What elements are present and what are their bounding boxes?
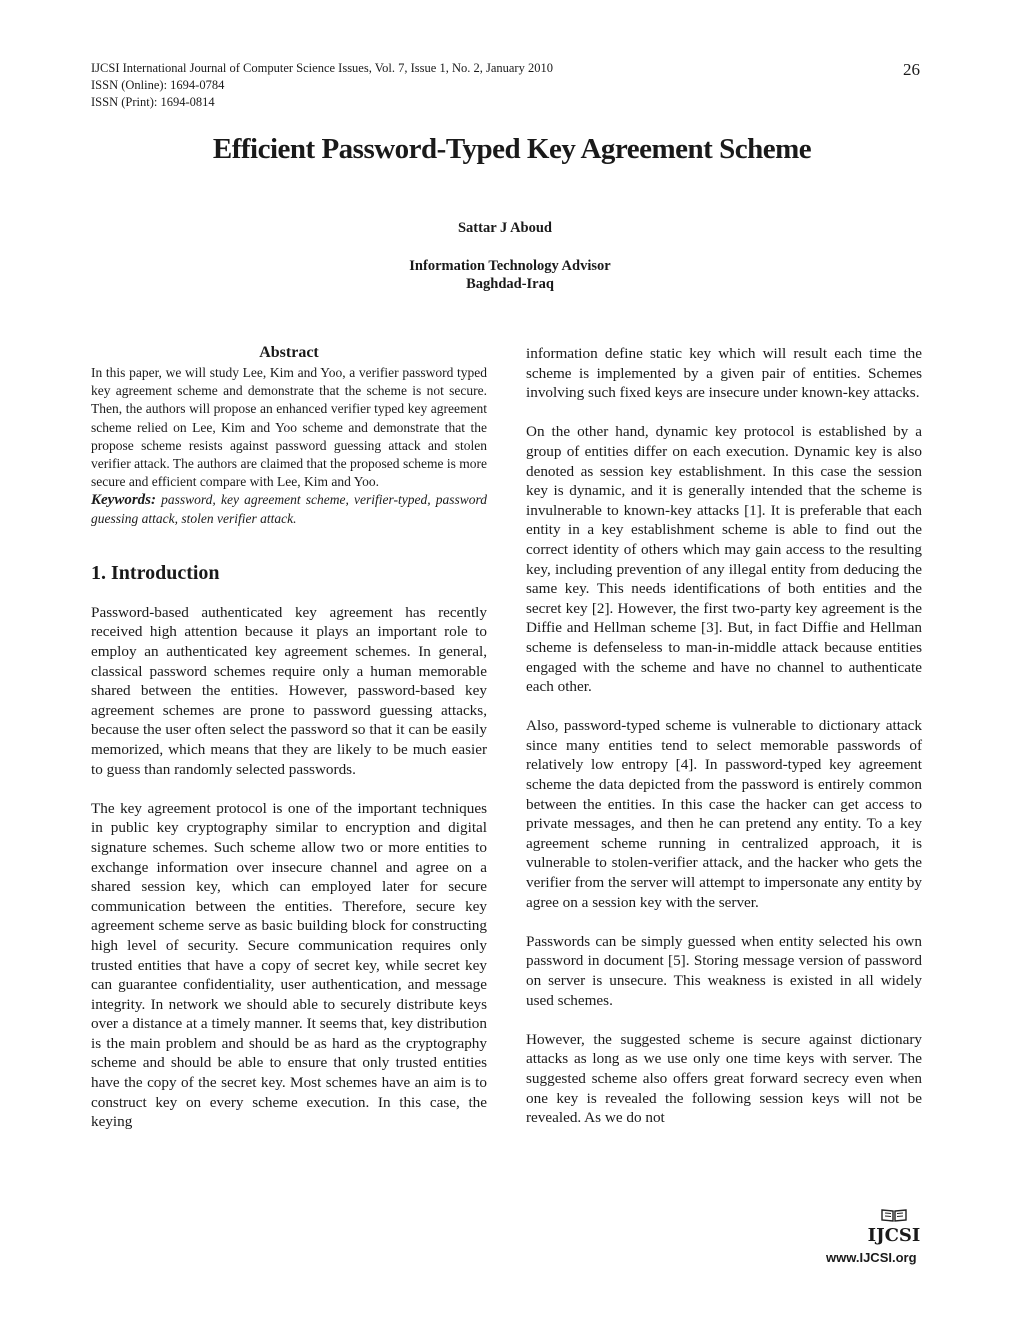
abstract-heading: Abstract bbox=[259, 344, 319, 361]
section-heading-introduction: 1. Introduction bbox=[91, 561, 220, 584]
affiliation-line-2: Baghdad-Iraq bbox=[466, 276, 554, 292]
paper-title: Efficient Password-Typed Key Agreement Scheme bbox=[212, 133, 812, 165]
issn-online: ISSN (Online): 1694-0784 bbox=[91, 78, 225, 92]
website-url: www.IJCSI.org bbox=[826, 1250, 917, 1265]
right-paragraph-1: information define static key which will result each time the scheme is implemented by a given pair of entities. Schemes involving such fixed keys are insecure under known-key attacks. bbox=[526, 345, 922, 402]
abstract-text: In this paper, we will study Lee, Kim and Yoo, a verifier password typed key agreement scheme and demonstrate that the scheme is not secure. Then, the authors will propose an enhanced verifier typed key agreement scheme relied on Lee, Kim and Yoo scheme and demonstrate that the propose scheme resists against password guessing attack and stolen verifier attack. The authors are claimed that the proposed scheme is more secure and efficient compare with Lee, Kim and Yoo. bbox=[91, 365, 487, 490]
journal-header bbox=[91, 60, 553, 111]
logo-text: IJCSI bbox=[867, 1225, 921, 1246]
right-paragraph-4: Passwords can be simply guessed when entity selected his own password in document [5]. Storing message version of password on server is unsecure. This weakness is existed in all widely used schemes. bbox=[526, 932, 922, 1009]
journal-citation: IJCSI International Journal of Computer Science Issues, Vol. 7, Issue 1, No. 2, January 2010 bbox=[91, 61, 553, 75]
intro-paragraph-1: Password-based authenticated key agreement has recently received high attention because it plays an important role to employ an authenticated key agreement schemes. In general, classical password schemes require only a human memorable shared between the entities. However, password-based key agreement schemes are prone to password guessing attacks, because the user often select the password so that it can be easily memorized, which means that they are likely to be much easier to guess than randomly selected passwords. bbox=[91, 603, 487, 778]
right-column bbox=[526, 344, 922, 1147]
page-number: 26 bbox=[903, 60, 920, 79]
open-book-icon bbox=[881, 1208, 907, 1222]
intro-paragraph-2: The key agreement protocol is one of the important techniques in public key cryptography similar to encryption and digital signature schemes. Such scheme allow two or more entities to exchange information over insecure channel and agree on a shared session key, which can employed later for secure communication between the entities. Therefore, secure key agreement scheme serve as basic building block for constructing high level of security. Secure communication requires only trusted entities that have a copy of secret key, while secret key can guarantee confidentiality, user authentication, and message integrity. In network we should able to securely distribute keys over a distance at a timely manner. It seems that, key distribution is the main problem and should be as hard as the cryptography scheme and should be able to ensure that only trusted entities have the copy of the secret key. Most schemes have an aim is to construct key on every scheme execution. In this case, the keying bbox=[91, 799, 487, 1131]
author-name: Sattar J Aboud bbox=[457, 220, 552, 236]
ijcsi-logo bbox=[862, 1208, 926, 1245]
keywords-list: password, key agreement scheme, verifier-typed, password guessing attack, stolen verifier attack. bbox=[91, 492, 487, 526]
left-column bbox=[91, 344, 487, 1151]
issn-print: ISSN (Print): 1694-0814 bbox=[91, 95, 215, 109]
keywords-label: Keywords: bbox=[91, 492, 156, 509]
right-paragraph-3: Also, password-typed scheme is vulnerable to dictionary attack since many entities tend to select memorable passwords of relatively low entropy [4]. In password-typed key agreement scheme the data depicted from the password is entirely common between the entities. In this case the hacker can get access to private messages, and then he can pretend any entity. To a key agreement scheme running in centralized approach, it is vulnerable to stolen-verifier attack, and the hacker who gets the verifier from the server will attempt to impersonate any entity by agree on a session key with the server. bbox=[526, 717, 922, 911]
right-paragraph-2: On the other hand, dynamic key protocol is established by a group of entities differ on each execution. Dynamic key is also denoted as session key establishment. In this case the session key is dynamic, and it is generally intended that the scheme is invulnerable to known-key attacks [1]. It is preferable that each entity in a key establishment scheme is able to find out the correct identity of others which may gain access to the resulting key, including prevention of any illegal entity from deducing the same key. This needs identifications of both entities and the secret key [2]. However, the first two-party key agreement is the Diffie and Hellman scheme [3]. But, in fact Diffie and Hellman scheme is defenseless to man-in-middle attack because entities engaged with the scheme and have no channel to authenticate each other. bbox=[526, 423, 922, 696]
keywords bbox=[91, 491, 487, 527]
affiliation-line-1: Information Technology Advisor bbox=[409, 258, 611, 274]
right-paragraph-5: However, the suggested scheme is secure against dictionary attacks as long as we use only one time keys with server. The suggested scheme also offers great forward secrecy even when one key is revealed the following session keys will not be revealed. As we do not bbox=[526, 1030, 922, 1127]
author-affiliation bbox=[0, 257, 1020, 293]
